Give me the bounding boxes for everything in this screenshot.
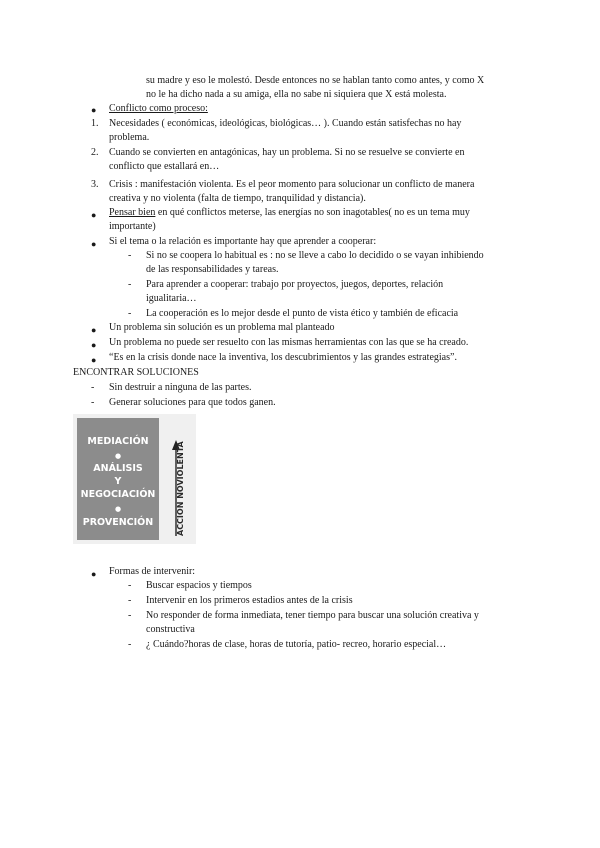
nonviolent-action-figure [73,414,196,544]
intervenir-item: No responder de forma inmediata, tener tiempo para buscar una solución creativa y [146,610,479,621]
bullet-icon: ● [91,105,97,115]
figure-label-provencion: PROVENCIÓN [82,517,154,528]
figure-box [77,418,159,540]
dash-marker: - [128,279,132,290]
dash-marker: - [128,639,132,650]
figure-dot: ● [114,452,122,460]
encontrar-heading: ENCONTRAR SOLUCIONES [73,367,199,378]
list-number: 3. [91,179,99,190]
intervenir-bullet: Formas de intervenir: [109,566,196,577]
dash-marker: - [91,382,95,393]
bullet-text: Un problema no puede ser resuelto con las mismas herramientas con las que se ha creado. [109,337,469,348]
cooperar-sub-line: Para aprender a cooperar: trabajo por proyectos, juegos, deportes, relación [146,279,444,290]
figure-label-mediacion: MEDIACIÓN [87,436,149,447]
numbered-item-line: Crisis : manifestación violenta. Es el peor momento para solucionar un conflicto de manera [109,179,475,190]
pensar-underlined: Pensar bien [109,207,156,218]
encontrar-item: Sin destruir a ninguna de las partes. [109,382,252,393]
intervenir-item: ¿ Cuándo?horas de clase, horas de tutoría, patio- recreo, horario especial… [146,639,447,650]
list-number: 1. [91,118,99,129]
dash-marker: - [91,397,95,408]
pensar-line [109,206,470,221]
intervenir-item: constructiva [146,624,195,635]
proceso-heading [109,102,208,117]
bullet-icon: ● [91,355,97,365]
cooperar-sub-line: La cooperación es lo mejor desde el punto de vista ético y también de eficacia [146,308,459,319]
intro-line: su madre y eso le molestó. Desde entonces no se hablan tanto como antes, y como X [146,75,485,86]
numbered-item-line: Cuando se convierten en antagónicas, hay un problema. Si no se resuelve se convierte en [109,147,465,158]
cooperar-sub-line: Si no se coopera lo habitual es : no se lleve a cabo lo decidido o se vayan inhibiendo [146,250,484,261]
intro-line: no le ha dicho nada a su amiga, ella no sabe ni siquiera que X está molesta. [146,89,447,100]
pensar-line-2: importante) [109,221,156,232]
bullet-icon: ● [91,569,97,579]
dash-marker: - [128,580,132,591]
vertical-label: ACCIÓN NOVIOLENTA [176,441,185,536]
figure-label-analisis: ANÁLISIS [93,463,143,474]
bullet-icon: ● [91,210,97,220]
figure-dot: ● [114,505,122,513]
numbered-item-line: conflicto que estallará en… [109,161,220,172]
figure-label-y: Y [114,476,122,487]
cooperar-bullet: Si el tema o la relación es importante hay que aprender a cooperar: [109,236,377,247]
intervenir-item: Intervenir en los primeros estadios antes de la crisis [146,595,353,606]
numbered-item-line: Necesidades ( económicas, ideológicas, biológicas… ). Cuando están satisfechas no hay [109,118,462,129]
proceso-heading-text: Conflicto como proceso: [109,103,208,114]
bullet-icon: ● [91,325,97,335]
cooperar-sub-line: igualitaria… [146,293,197,304]
bullet-text: “Es en la crisis donde nace la inventiva, los descubrimientos y las grandes estrategias”. [109,352,457,363]
bullet-text: Un problema sin solución es un problema mal planteado [109,322,335,333]
intervenir-item: Buscar espacios y tiempos [146,580,252,591]
figure-label-negociacion: NEGOCIACIÓN [80,489,156,500]
dash-marker: - [128,308,132,319]
dash-marker: - [128,595,132,606]
encontrar-item: Generar soluciones para que todos ganen. [109,397,276,408]
numbered-item-line: problema. [109,132,150,143]
pensar-rest: en qué conflictos meterse, las energías no son inagotables( no es un tema muy [155,207,470,218]
numbered-item-line: creativa y no violenta (falta de tiempo, tranquilidad y distancia). [109,193,366,204]
bullet-icon: ● [91,340,97,350]
dash-marker: - [128,610,132,621]
dash-marker: - [128,250,132,261]
cooperar-sub-line: de las responsabilidades y tareas. [146,264,279,275]
bullet-icon: ● [91,239,97,249]
list-number: 2. [91,147,99,158]
